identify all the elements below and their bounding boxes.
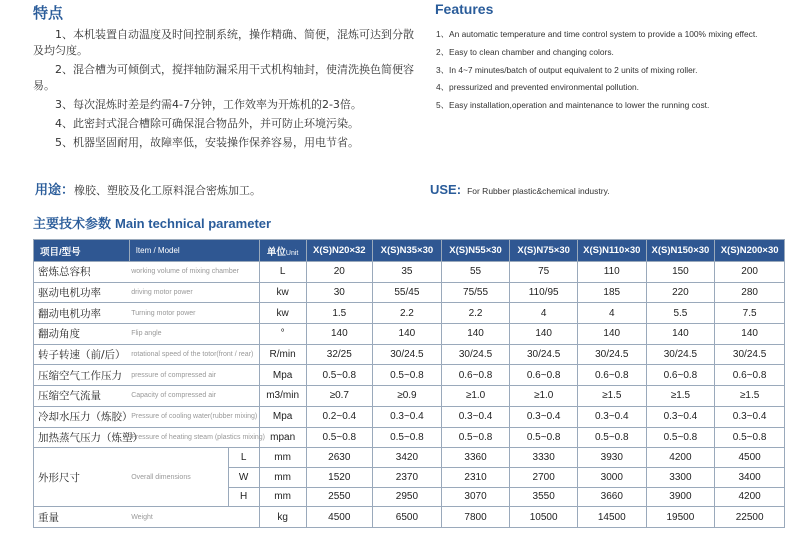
row-value: 4500 xyxy=(715,448,785,468)
row-value: 4200 xyxy=(715,487,785,507)
row-value: 150 xyxy=(646,262,715,283)
row-value: ≥0.9 xyxy=(373,386,442,407)
row-value: 0.5~0.8 xyxy=(373,365,442,386)
header-model: X(S)N110×30 xyxy=(577,240,646,262)
params-title-cn: 主要技术参数 xyxy=(33,217,112,232)
row-unit: mm xyxy=(259,487,306,507)
row-label-en: Capacity of compressed air xyxy=(129,386,259,407)
row-value: 0.6~0.8 xyxy=(646,365,715,386)
params-title-en: Main technical parameter xyxy=(115,216,272,231)
row-value: 140 xyxy=(715,324,785,345)
row-value: 2630 xyxy=(306,448,373,468)
dims-sub-label: W xyxy=(228,467,259,487)
row-unit: kw xyxy=(259,282,306,303)
features-en-item: 4、pressurized and prevented environmental pollution. xyxy=(436,82,639,93)
features-en-list xyxy=(436,29,776,118)
row-value: 22500 xyxy=(715,507,785,528)
features-en-item: 5、Easy installation,operation and maintenance to lower the running cost. xyxy=(436,100,710,111)
table-row xyxy=(34,386,785,407)
row-value: 2700 xyxy=(510,467,578,487)
row-value: 140 xyxy=(646,324,715,345)
features-cn-title: 特点 xyxy=(33,4,64,22)
row-value: 0.5~0.8 xyxy=(373,427,442,448)
row-label-en: Flip angle xyxy=(129,324,259,345)
row-value: 2310 xyxy=(441,467,510,487)
row-value: 2370 xyxy=(373,467,442,487)
row-label-cn: 加热蒸气压力（炼塑） xyxy=(34,427,130,448)
dims-row xyxy=(34,448,785,468)
row-unit: kw xyxy=(259,303,306,324)
row-value: 140 xyxy=(510,324,578,345)
row-value: 185 xyxy=(577,282,646,303)
row-value: 0.5~0.8 xyxy=(577,427,646,448)
row-label-cn: 密炼总容积 xyxy=(34,262,130,283)
row-unit: R/min xyxy=(259,344,306,365)
dims-label-en: Overall dimensions xyxy=(129,448,228,507)
features-cn-item: 1、本机装置自动温度及时间控制系统，操作精确、简便，混炼可达到分散及均匀度。 xyxy=(33,28,414,57)
header-model: X(S)N75×30 xyxy=(510,240,578,262)
header-model: X(S)N35×30 xyxy=(373,240,442,262)
row-unit: mm xyxy=(259,467,306,487)
row-value: 1.5 xyxy=(306,303,373,324)
row-value: 0.3~0.4 xyxy=(646,406,715,427)
row-value: 3550 xyxy=(510,487,578,507)
row-value: ≥1.5 xyxy=(646,386,715,407)
row-value: 2550 xyxy=(306,487,373,507)
row-unit: Mpa xyxy=(259,365,306,386)
header-model: X(S)N200×30 xyxy=(715,240,785,262)
row-label-cn: 翻动电机功率 xyxy=(34,303,130,324)
row-value: 0.5~0.8 xyxy=(306,365,373,386)
table-row xyxy=(34,427,785,448)
features-cn-list xyxy=(33,27,423,154)
row-value: 30/24.5 xyxy=(373,344,442,365)
row-value: 14500 xyxy=(577,507,646,528)
row-value: 10500 xyxy=(510,507,578,528)
usage-cn xyxy=(35,179,261,198)
row-value: 3660 xyxy=(577,487,646,507)
row-value: ≥1.0 xyxy=(441,386,510,407)
row-value: 0.3~0.4 xyxy=(510,406,578,427)
row-label-en: pressure of compressed air xyxy=(129,365,259,386)
features-cn-item: 4、此密封式混合槽除可确保混合物品外，并可防止环境污染。 xyxy=(55,117,359,130)
row-unit: L xyxy=(259,262,306,283)
params-title xyxy=(33,213,271,232)
features-en-item: 2、Easy to clean chamber and changing colors. xyxy=(436,46,614,57)
table-row xyxy=(34,365,785,386)
row-value: 55/45 xyxy=(373,282,442,303)
table-row xyxy=(34,344,785,365)
row-label-en: Turning motor power xyxy=(129,303,259,324)
row-value: 35 xyxy=(373,262,442,283)
row-label-en: Weight xyxy=(129,507,259,528)
row-value: 0.3~0.4 xyxy=(715,406,785,427)
row-value: 3420 xyxy=(373,448,442,468)
row-value: 200 xyxy=(715,262,785,283)
row-value: 0.3~0.4 xyxy=(373,406,442,427)
row-unit: kg xyxy=(259,507,306,528)
row-unit: m3/min xyxy=(259,386,306,407)
header-item-cn: 项目/型号 xyxy=(34,240,130,262)
row-value: 20 xyxy=(306,262,373,283)
row-value: 4 xyxy=(577,303,646,324)
features-cn-item: 5、机器坚固耐用，故障率低，安装操作保养容易，用电节省。 xyxy=(55,136,359,149)
row-value: 1520 xyxy=(306,467,373,487)
usage-en-label: USE: xyxy=(430,182,462,197)
header-unit-cn: 单位 xyxy=(266,246,286,258)
features-en-item: 1、An automatic temperature and time control system to provide a 100% mixing effect. xyxy=(436,29,758,39)
row-value: 7.5 xyxy=(715,303,785,324)
row-label-cn: 冷却水压力（炼胶） xyxy=(34,406,130,427)
row-value: 3900 xyxy=(646,487,715,507)
row-value: 0.2~0.4 xyxy=(306,406,373,427)
table-row xyxy=(34,282,785,303)
row-value: ≥1.0 xyxy=(510,386,578,407)
params-table xyxy=(33,239,785,528)
row-value: 4500 xyxy=(306,507,373,528)
usage-en-text: For Rubber plastic&chemical industry. xyxy=(467,186,610,196)
row-value: 0.5~0.8 xyxy=(510,427,578,448)
usage-cn-label: 用途： xyxy=(35,183,75,198)
row-value: 140 xyxy=(306,324,373,345)
row-value: 4 xyxy=(510,303,578,324)
features-en-title: Features xyxy=(435,1,494,17)
row-value: 3930 xyxy=(577,448,646,468)
header-model: X(S)N20×32 xyxy=(306,240,373,262)
row-value: 0.6~0.8 xyxy=(577,365,646,386)
dims-sub-label: H xyxy=(228,487,259,507)
row-value: 0.5~0.8 xyxy=(646,427,715,448)
usage-cn-text: 橡胶、塑胶及化工原料混合密炼加工。 xyxy=(74,184,262,197)
row-label-cn: 压缩空气流量 xyxy=(34,386,130,407)
row-value: 55 xyxy=(441,262,510,283)
row-value: 0.3~0.4 xyxy=(441,406,510,427)
row-label-en: rotational speed of the totor(front / rear) xyxy=(129,344,259,365)
features-cn-item: 3、每次混炼时差是约需4-7分钟，工作效率为开炼机的2-3倍。 xyxy=(55,98,362,111)
row-label-cn: 重量 xyxy=(34,507,130,528)
row-value: 140 xyxy=(373,324,442,345)
row-value: 280 xyxy=(715,282,785,303)
row-value: 0.6~0.8 xyxy=(510,365,578,386)
table-row xyxy=(34,324,785,345)
row-value: 3000 xyxy=(577,467,646,487)
row-value: 30/24.5 xyxy=(577,344,646,365)
row-value: 3360 xyxy=(441,448,510,468)
row-unit: mpan xyxy=(259,427,306,448)
features-en-item: 3、In 4~7 minutes/batch of output equivalent to 2 units of mixing roller. xyxy=(436,64,698,75)
usage-en xyxy=(430,182,610,197)
row-value: 140 xyxy=(577,324,646,345)
row-value: 3400 xyxy=(715,467,785,487)
row-value: 110 xyxy=(577,262,646,283)
header-unit-en: Unit xyxy=(285,249,299,257)
table-row xyxy=(34,262,785,283)
weight-row xyxy=(34,507,785,528)
params-header-row xyxy=(34,240,785,262)
row-value: 75/55 xyxy=(441,282,510,303)
features-cn-item: 2、混合槽为可倾倒式，搅拌轴防漏采用干式机构轴封，使清洗换色简便容易。 xyxy=(33,63,414,92)
row-label-cn: 驱动电机功率 xyxy=(34,282,130,303)
row-value: 2950 xyxy=(373,487,442,507)
row-value: ≥1.5 xyxy=(715,386,785,407)
table-row xyxy=(34,406,785,427)
row-value: 0.5~0.8 xyxy=(306,427,373,448)
row-value: 110/95 xyxy=(510,282,578,303)
row-value: 2.2 xyxy=(441,303,510,324)
row-label-en: Pressure of cooling water(rubber mixing) xyxy=(129,406,259,427)
row-value: 30/24.5 xyxy=(646,344,715,365)
row-value: ≥1.5 xyxy=(577,386,646,407)
dims-sub-label: L xyxy=(228,448,259,468)
row-label-en: driving motor power xyxy=(129,282,259,303)
row-value: 0.5~0.8 xyxy=(441,427,510,448)
header-model: X(S)N55×30 xyxy=(441,240,510,262)
row-value: 30 xyxy=(306,282,373,303)
row-unit: ° xyxy=(259,324,306,345)
dims-label-cn: 外形尺寸 xyxy=(34,448,130,507)
header-model: X(S)N150×30 xyxy=(646,240,715,262)
row-value: 140 xyxy=(441,324,510,345)
row-value: 4200 xyxy=(646,448,715,468)
table-row xyxy=(34,303,785,324)
row-unit: Mpa xyxy=(259,406,306,427)
row-value: 19500 xyxy=(646,507,715,528)
header-unit xyxy=(259,240,306,262)
row-label-en: working volume of mixing chamber xyxy=(129,262,259,283)
row-value: 30/24.5 xyxy=(441,344,510,365)
row-value: 5.5 xyxy=(646,303,715,324)
row-value: 3070 xyxy=(441,487,510,507)
header-item-en: Item / Model xyxy=(129,240,259,262)
row-value: 30/24.5 xyxy=(510,344,578,365)
row-value: 0.3~0.4 xyxy=(577,406,646,427)
row-label-en: Pressure of heating steam (plastics mixing) xyxy=(129,427,259,448)
row-value: 220 xyxy=(646,282,715,303)
row-label-cn: 翻动角度 xyxy=(34,324,130,345)
row-value: 0.5~0.8 xyxy=(715,427,785,448)
params-body xyxy=(34,262,785,528)
row-value: 0.6~0.8 xyxy=(715,365,785,386)
row-unit: mm xyxy=(259,448,306,468)
row-value: 32/25 xyxy=(306,344,373,365)
row-value: 2.2 xyxy=(373,303,442,324)
row-value: 6500 xyxy=(373,507,442,528)
row-label-cn: 转子转速（前/后） xyxy=(34,344,130,365)
row-label-cn: 压缩空气工作压力 xyxy=(34,365,130,386)
row-value: 3300 xyxy=(646,467,715,487)
row-value: 7800 xyxy=(441,507,510,528)
row-value: 75 xyxy=(510,262,578,283)
row-value: 0.6~0.8 xyxy=(441,365,510,386)
row-value: ≥0.7 xyxy=(306,386,373,407)
row-value: 30/24.5 xyxy=(715,344,785,365)
row-value: 3330 xyxy=(510,448,578,468)
